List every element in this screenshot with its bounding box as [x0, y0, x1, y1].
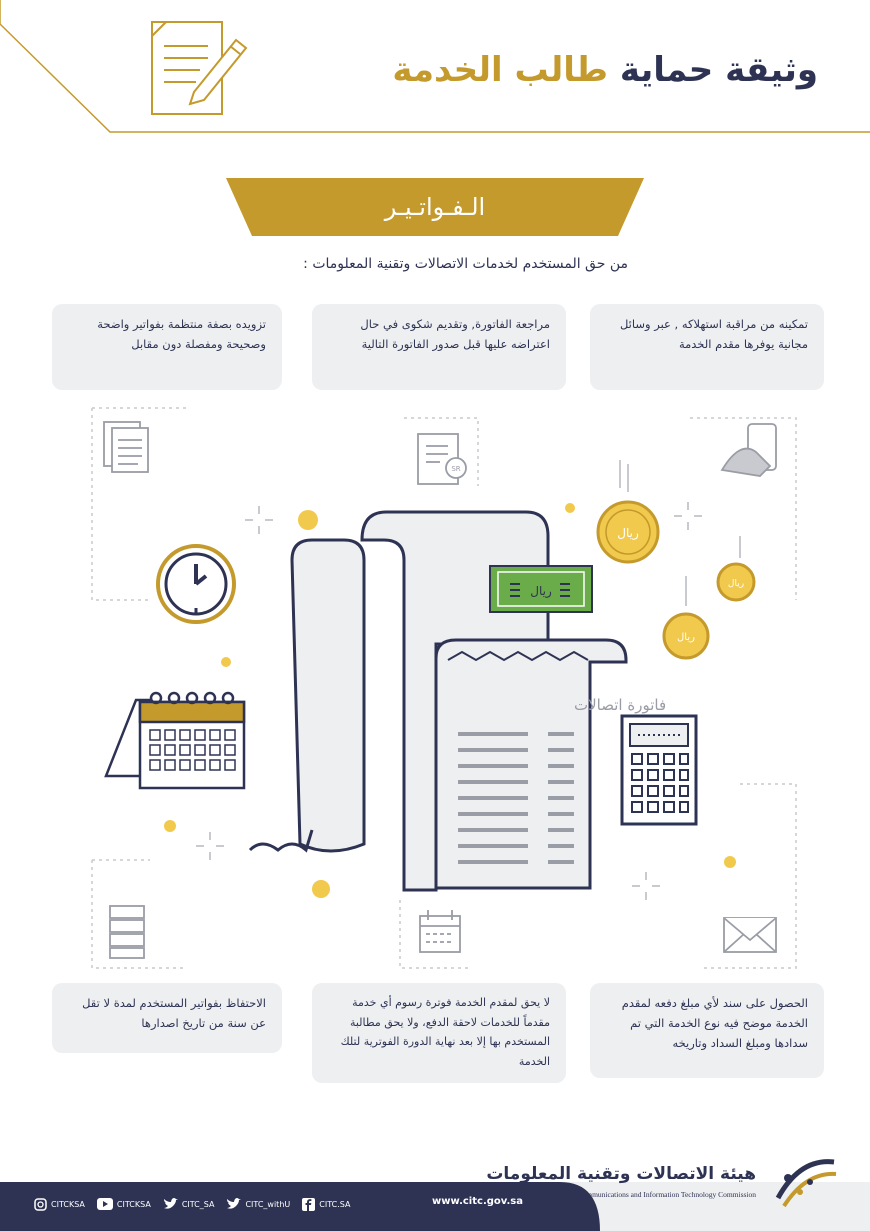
right-card-2: مراجعة الفاتورة, وتقديم شكوى في حال اعتراضه عليها قبل صدور الفاتورة التالية	[312, 304, 566, 390]
mobile-hand-icon	[722, 424, 776, 476]
section-subtitle: من حق المستخدم لخدمات الاتصالات وتقنية المعلومات :	[303, 256, 628, 272]
documents-stack-icon	[104, 422, 148, 472]
clock-icon	[158, 546, 234, 622]
invoice-front	[436, 640, 626, 888]
doc-badge: SR	[451, 465, 461, 473]
citc-logo-icon	[770, 1148, 840, 1214]
instagram-icon	[34, 1198, 47, 1211]
section-title: الـفـواتـيـر	[384, 193, 486, 221]
calendar-small-icon	[420, 910, 460, 952]
right-card-3: تزويده بصفة منتظمة بفواتير واضحة وصحيحة ومفصلة دون مقابل	[52, 304, 282, 390]
title-part-1: وثيقة حماية	[619, 50, 818, 90]
social-handle: CITCKSA	[51, 1199, 85, 1209]
social-handle: CITC.SA	[319, 1199, 351, 1209]
website-link[interactable]: www.citc.gov.sa	[432, 1196, 523, 1207]
coin-icons	[598, 460, 754, 658]
calculator-icon	[622, 716, 696, 824]
coin-label-3: ريال	[677, 632, 695, 643]
bill-document-icon	[418, 434, 466, 484]
twitter-icon	[163, 1198, 178, 1210]
social-handle: CITC_SA	[181, 1199, 215, 1209]
social-handle: CITCKSA	[116, 1199, 151, 1209]
social-instagram[interactable]	[34, 1198, 85, 1211]
youtube-icon	[97, 1198, 113, 1210]
twitter-icon	[226, 1198, 241, 1210]
coin-label-2: ريال	[727, 579, 745, 589]
right-card-5: لا يحق لمقدم الخدمة فوترة رسوم أي خدمة مقدماً للخدمات لاحقة الدفع، ولا يحق مطالبة المستخدم بها إلا بعد نهاية الدورة الفوترية لتلك الخدمة	[312, 983, 566, 1083]
right-card-1: تمكينه من مراقبة استهلاكه , عبر وسائل مجانية يوفرها مقدم الخدمة	[590, 304, 824, 390]
social-handle: CITC_withU	[245, 1199, 291, 1209]
facebook-icon	[302, 1198, 315, 1211]
right-card-6: الاحتفاظ بفواتير المستخدم لمدة لا تقل عن سنة من تاريخ اصدارها	[52, 983, 282, 1053]
social-facebook[interactable]	[302, 1198, 350, 1211]
coin-label-1: ريال	[617, 526, 639, 540]
social-twitter-withu[interactable]	[226, 1198, 290, 1210]
title-part-2: طالب الخدمة	[392, 50, 608, 90]
org-name-en: Communications and Information Technology Commission	[577, 1190, 756, 1199]
right-card-4: الحصول على سند لأي مبلغ دفعه لمقدم الخدمة موضح فيه نوع الخدمة التي تم سدادها ومبلغ السداد وتاريخه	[590, 983, 824, 1078]
org-name-ar: هيئة الاتصالات وتقنية المعلومات	[486, 1164, 756, 1184]
invoice-title: فاتورة اتصالات	[574, 696, 667, 714]
social-links	[34, 1193, 350, 1215]
social-youtube[interactable]	[97, 1198, 151, 1210]
social-twitter[interactable]	[163, 1198, 215, 1210]
calendar-icon	[106, 693, 244, 788]
envelope-icon	[724, 918, 776, 952]
server-icon	[110, 906, 144, 958]
banknote-label: ريال	[530, 584, 552, 598]
